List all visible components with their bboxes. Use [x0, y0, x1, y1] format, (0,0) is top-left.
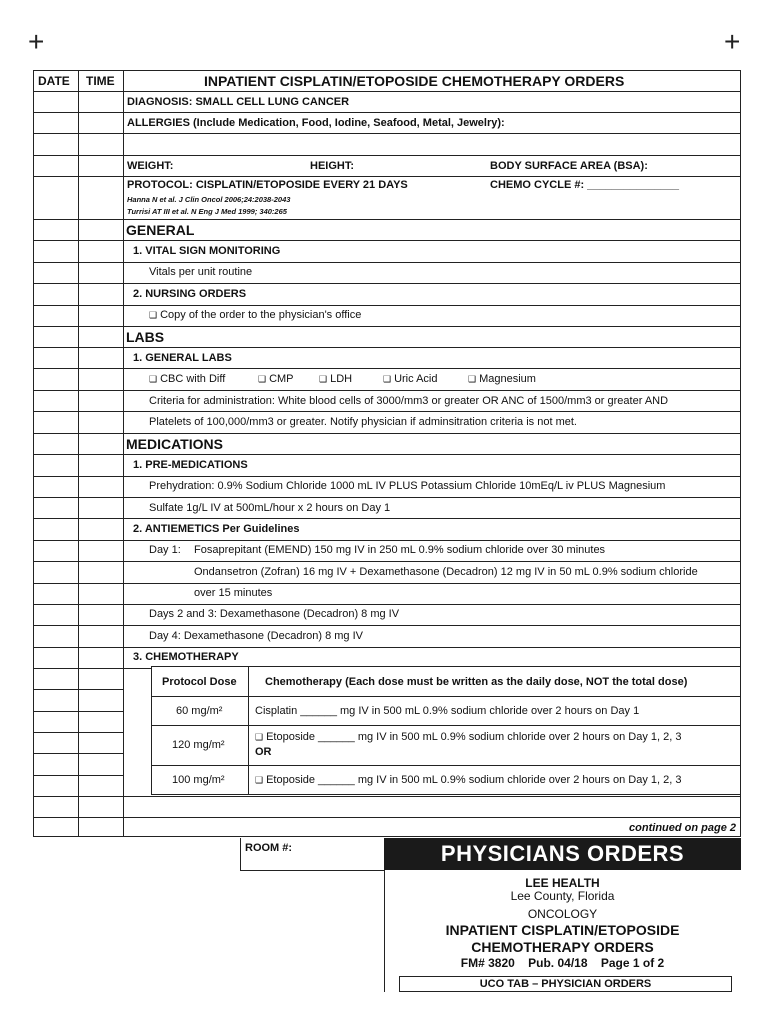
date-column-header: DATE: [38, 74, 70, 88]
labs-heading: LABS: [126, 329, 165, 345]
day1-fosaprepitant: Fosaprepitant (EMEND) 150 mg IV in 250 mL 0.9% sodium chloride over 30 minutes: [194, 544, 606, 556]
checkbox-icon[interactable]: ❑: [149, 374, 158, 384]
continued-note: continued on page 2: [629, 822, 736, 834]
days-2-3-text: Days 2 and 3: Dexamethasone (Decadron) 8 mg IV: [149, 608, 400, 620]
day-4-text: Day 4: Dexamethasone (Decadron) 8 mg IV: [149, 630, 363, 642]
uco-tab-label: UCO TAB – PHYSICIAN ORDERS: [399, 976, 732, 992]
general-heading: GENERAL: [126, 222, 195, 238]
reference-2: Turrisi AT III et al. N Eng J Med 1999; 340:265: [127, 207, 287, 216]
form-number: FM# 3820 Pub. 04/18 Page 1 of 2: [460, 956, 665, 970]
medications-heading: MEDICATIONS: [126, 436, 223, 452]
prehydration-line-2: Sulfate 1g/L IV at 500mL/hour x 2 hours on Day 1: [149, 502, 391, 514]
day1-label: Day 1:: [149, 544, 181, 556]
lab-uric-acid-option[interactable]: ❑ Uric Acid: [383, 373, 438, 385]
org-name: LEE HEALTH: [525, 876, 600, 890]
crosshair-icon: +: [724, 26, 741, 57]
copy-order-option[interactable]: ❑ Copy of the order to the physician's office: [149, 309, 362, 321]
physicians-orders-banner: PHYSICIANS ORDERS: [384, 838, 741, 870]
org-location: Lee County, Florida: [510, 889, 615, 903]
dose-etoposide-100: 100 mg/m²: [172, 774, 225, 786]
nursing-orders-heading: 2. NURSING ORDERS: [133, 288, 247, 300]
lab-magnesium-option[interactable]: ❑ Magnesium: [468, 373, 536, 385]
lab-cmp-option[interactable]: ❑ CMP: [258, 373, 294, 385]
general-labs-heading: 1. GENERAL LABS: [133, 352, 232, 364]
vital-sign-heading: 1. VITAL SIGN MONITORING: [133, 245, 281, 257]
etoposide-120-option[interactable]: ❑ Etoposide ______ mg IV in 500 mL 0.9% sodium chloride over 2 hours on Day 1, 2, 3: [255, 731, 682, 743]
department: ONCOLOGY: [527, 907, 598, 921]
antiemetics-heading: 2. ANTIEMETICS Per Guidelines: [133, 523, 300, 535]
chemo-cycle-label: CHEMO CYCLE #: _______________: [490, 179, 679, 191]
diagnosis-text: DIAGNOSIS: SMALL CELL LUNG CANCER: [127, 96, 350, 108]
chemotherapy-header: Chemotherapy (Each dose must be written as the daily dose, NOT the total dose): [265, 676, 688, 688]
checkbox-icon[interactable]: ❑: [255, 732, 264, 742]
chemotherapy-table: [151, 666, 741, 795]
lab-cbc-option[interactable]: ❑ CBC with Diff: [149, 373, 226, 385]
checkbox-icon[interactable]: ❑: [255, 775, 264, 785]
vitals-text: Vitals per unit routine: [149, 266, 253, 278]
criteria-line-2: Platelets of 100,000/mm3 or greater. Notify physician if adminsitration criteria is not met.: [149, 416, 577, 428]
form-title: INPATIENT CISPLATIN/ETOPOSIDE CHEMOTHERAPY ORDERS: [204, 73, 625, 89]
prehydration-line-1: Prehydration: 0.9% Sodium Chloride 1000 mL IV PLUS Potassium Chloride 10mEq/L iv PLUS Magnesium: [149, 480, 666, 492]
checkbox-icon[interactable]: ❑: [468, 374, 477, 384]
footer-title-2: CHEMOTHERAPY ORDERS: [471, 939, 654, 955]
or-label: OR: [255, 746, 272, 758]
criteria-line-1: Criteria for administration: White blood cells of 3000/mm3 or greater OR ANC of 1500/mm3 or greater AND: [149, 395, 669, 407]
crosshair-icon: +: [28, 26, 45, 57]
checkbox-icon[interactable]: ❑: [149, 310, 158, 320]
day1-ondansetron: Ondansetron (Zofran) 16 mg IV + Dexamethasone (Decadron) 12 mg IV in 50 mL 0.9% sodium chloride: [194, 566, 698, 578]
chemotherapy-heading: 3. CHEMOTHERAPY: [133, 651, 239, 663]
height-label: HEIGHT:: [310, 160, 354, 172]
room-number-label: ROOM #:: [245, 842, 293, 854]
checkbox-icon[interactable]: ❑: [383, 374, 392, 384]
day1-over-15: over 15 minutes: [194, 587, 273, 599]
footer-title-1: INPATIENT CISPLATIN/ETOPOSIDE: [445, 922, 680, 938]
protocol-text: PROTOCOL: CISPLATIN/ETOPOSIDE EVERY 21 DAYS: [127, 179, 408, 191]
bsa-label: BODY SURFACE AREA (BSA):: [490, 160, 648, 172]
protocol-dose-header: Protocol Dose: [162, 676, 237, 688]
dose-etoposide-120: 120 mg/m²: [172, 739, 225, 751]
checkbox-icon[interactable]: ❑: [319, 374, 328, 384]
weight-label: WEIGHT:: [127, 160, 174, 172]
pre-medications-heading: 1. PRE-MEDICATIONS: [133, 459, 248, 471]
allergies-label: ALLERGIES (Include Medication, Food, Iodine, Seafood, Metal, Jewelry):: [127, 117, 505, 129]
lab-ldh-option[interactable]: ❑ LDH: [319, 373, 353, 385]
checkbox-icon[interactable]: ❑: [258, 374, 267, 384]
etoposide-100-option[interactable]: ❑ Etoposide ______ mg IV in 500 mL 0.9% sodium chloride over 2 hours on Day 1, 2, 3: [255, 774, 682, 786]
time-column-header: TIME: [86, 74, 115, 88]
dose-cisplatin: 60 mg/m²: [176, 705, 223, 717]
cisplatin-order: Cisplatin ______ mg IV in 500 mL 0.9% sodium chloride over 2 hours on Day 1: [255, 705, 640, 717]
reference-1: Hanna N et al. J Clin Oncol 2006;24:2038-2043: [127, 195, 291, 204]
